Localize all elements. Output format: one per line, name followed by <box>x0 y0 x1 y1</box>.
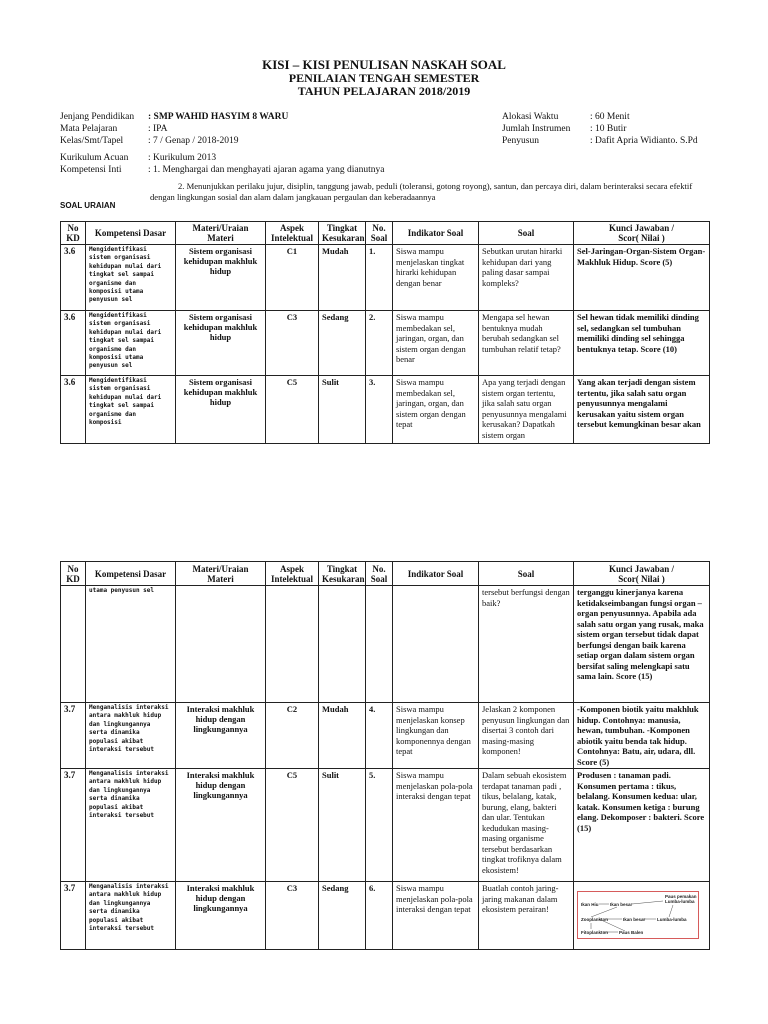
row-materi: Interaksi makhluk hidup dengan lingkungannya <box>176 769 266 882</box>
info-value-mapel: : IPA <box>148 124 168 134</box>
row-kd <box>61 586 86 703</box>
row-kompetensi: Menganalisis interaksi antara makhluk hidup dan lingkungannya serta dinamika populasi akibat interaksi tersebut <box>86 703 176 769</box>
food-web-diagram <box>577 891 699 939</box>
title-line-2: PENILAIAN TENGAH SEMESTER <box>288 71 480 85</box>
header-no-kd: No KD <box>61 562 86 586</box>
row-indikator: Siswa mampu menjelaskan tingkat hirarki kehidupan dengan benar <box>393 245 479 311</box>
row-kompetensi: Menganalisis interaksi antara makhluk hidup dan lingkungannya serta dinamika populasi akibat interaksi tersebut <box>86 769 176 882</box>
row-indikator: Siswa mampu membedakan sel, jaringan, organ, dan sistem organ dengan benar <box>393 311 479 376</box>
row-materi: Sistem organisasi kehidupan makhluk hidup <box>176 376 266 444</box>
table-row <box>61 769 710 882</box>
info-key-mapel: Mata Pelajaran <box>60 124 118 134</box>
header-tingkat: Tingkat Kesukaran <box>319 222 366 245</box>
info-key-ki: Kompetensi Inti <box>60 165 122 175</box>
header-no-soal: No. Soal <box>366 562 393 586</box>
title-line-1: KISI – KISI PENULISAN NASKAH SOAL <box>262 57 506 72</box>
table-row <box>61 311 710 376</box>
row-no-soal: 5. <box>366 769 393 882</box>
table-row <box>61 703 710 769</box>
header-no-soal: No. Soal <box>366 222 393 245</box>
header-no-kd: No KD <box>61 222 86 245</box>
header-aspek: Aspek Intelektual <box>266 222 319 245</box>
table-row <box>61 376 710 444</box>
row-aspek: C1 <box>266 245 319 311</box>
row-no-soal <box>366 586 393 703</box>
row-no-soal: 2. <box>366 311 393 376</box>
row-kunci: Sel-Jaringan-Organ-Sistem Organ-Makhluk Hidup. Score (5) <box>574 245 710 311</box>
food-web-zooplankton: Zooplankton <box>581 917 608 922</box>
table-soal-1 <box>60 221 710 444</box>
row-kd: 3.7 <box>61 703 86 769</box>
row-no-soal: 1. <box>366 245 393 311</box>
ki-item-1: : 1. Menghargai dan menghayati ajaran agama yang dianutnya <box>148 165 385 175</box>
table-row <box>61 586 710 703</box>
info-key-jenjang: Jenjang Pendidikan <box>60 112 135 122</box>
row-materi: Sistem organisasi kehidupan makhluk hidup <box>176 311 266 376</box>
food-web-ikan-hiu: Ikan Hiu <box>581 902 599 907</box>
row-tingkat <box>319 586 366 703</box>
header-aspek: Aspek Intelektual <box>266 562 319 586</box>
header-kompetensi: Kompetensi Dasar <box>86 562 176 586</box>
row-aspek: C5 <box>266 376 319 444</box>
row-indikator <box>393 586 479 703</box>
header-materi: Materi/Uraian Materi <box>176 562 266 586</box>
food-web-paus-balen: Paus Balen <box>619 930 644 935</box>
row-kunci: Produsen : tanaman padi. Konsumen pertama : tikus, belalang. Konsumen kedua: ular, katak. Konsumen ketiga : burung elang. Dekomposer : bakteri. Score (15) <box>574 769 710 882</box>
row-aspek: C2 <box>266 703 319 769</box>
row-kunci: Yang akan terjadi dengan sistem tertentu, jika salah satu organ penyusunnya mengalami kerusakan yaitu sistem organ tersebut kemungkinan besar akan <box>574 376 710 444</box>
title-line-3: TAHUN PELAJARAN 2018/2019 <box>297 84 471 98</box>
row-kunci: terganggu kinerjanya karena ketidakseimbangan fungsi organ – organ penyusunnya. Apabila ada salah satu organ yang rusak, maka sistem organ tersebut tidak dapat berfungsi dengan baik karena setiap organ dalam sistem organ bersifat saling melengkapi satu sama lain. Score (15) <box>574 586 710 703</box>
row-soal: Dalam sebuah ekosistem terdapat tanaman padi , tikus, belalang, katak, burung, elang, bakteri dan ular. Tentukan kedudukan masing-masing organisme tersebut berdasarkan tingkat trofiknya dalam ekosistem! <box>479 769 574 882</box>
row-kompetensi: Mengidentifikasi sistem organisasi kehidupan mulai dari tingkat sel sampai organisme dan komposisi utama penyusun sel <box>86 245 176 311</box>
row-soal: Mengapa sel hewan bentuknya mudah berubah sedangkan sel tumbuhan relatif tetap? <box>479 311 574 376</box>
row-soal: Sebutkan urutan hirarki kehidupan dari yang paling dasar sampai kompleks? <box>479 245 574 311</box>
info-value-jumlah: : 10 Butir <box>590 124 627 134</box>
header-kunci: Kunci Jawaban / Scor( Nilai ) <box>574 562 710 586</box>
row-indikator: Siswa mampu membedakan sel, jaringan, organ, dan sistem organ dengan tepat <box>393 376 479 444</box>
row-materi: Interaksi makhluk hidup dengan lingkungannya <box>176 882 266 950</box>
row-tingkat: Sulit <box>319 769 366 882</box>
header-indikator: Indikator Soal <box>393 562 479 586</box>
info-key-kurikulum: Kurikulum Acuan <box>60 153 129 163</box>
info-key-jumlah: Jumlah Instrumen <box>502 124 571 134</box>
row-tingkat: Mudah <box>319 703 366 769</box>
row-tingkat: Sedang <box>319 882 366 950</box>
row-aspek <box>266 586 319 703</box>
food-web-paus-pemakan: Paus pemakan <box>665 894 697 899</box>
row-aspek: C5 <box>266 769 319 882</box>
info-key-kelas: Kelas/Smt/Tapel <box>60 136 124 146</box>
row-kunci-diagram <box>574 882 710 950</box>
row-kd: 3.7 <box>61 882 86 950</box>
info-value-penyusun: : Dafit Apria Widianto. S.Pd <box>590 136 698 146</box>
row-kd: 3.6 <box>61 376 86 444</box>
document-title <box>0 58 768 98</box>
table-soal-2 <box>60 561 710 950</box>
info-left <box>60 111 384 176</box>
row-no-soal: 3. <box>366 376 393 444</box>
table-header-row <box>61 562 710 586</box>
row-kd: 3.6 <box>61 311 86 376</box>
header-soal: Soal <box>479 222 574 245</box>
row-kompetensi: utama penyusun sel <box>86 586 176 703</box>
row-soal: Buatlah contoh jaring-jaring makanan dalam ekosistem perairan! <box>479 882 574 950</box>
header-kunci: Kunci Jawaban / Scor( Nilai ) <box>574 222 710 245</box>
info-value-kelas: : 7 / Genap / 2018-2019 <box>148 136 239 146</box>
row-kunci: -Komponen biotik yaitu makhluk hidup. Contohnya: manusia, hewan, tumbuhan. -Komponen abiotik yaitu benda tak hidup. Contohnya: Batu, air, udara, dll. Score (5) <box>574 703 710 769</box>
info-key-penyusun: Penyusun <box>502 136 539 146</box>
row-soal: Apa yang terjadi dengan sistem organ tertentu, jika salah satu organ penyusunnya mengalami kerusakan? Dapatkah sistem organ <box>479 376 574 444</box>
info-key-alokasi: Alokasi Waktu <box>502 112 559 122</box>
food-web-fitoplankton: Fitoplankton <box>581 930 608 935</box>
header-soal: Soal <box>479 562 574 586</box>
row-tingkat: Mudah <box>319 245 366 311</box>
row-kunci: Sel hewan tidak memiliki dinding sel, sedangkan sel tumbuhan memiliki dinding sel sehingga bentuknya tetap. Score (10) <box>574 311 710 376</box>
row-kd: 3.7 <box>61 769 86 882</box>
row-materi: Sistem organisasi kehidupan makhluk hidup <box>176 245 266 311</box>
header-kompetensi: Kompetensi Dasar <box>86 222 176 245</box>
food-web-ikan-besar-2: Ikan besar <box>623 917 646 922</box>
food-web-lumba-label: Lumba-lumba <box>665 899 695 904</box>
table-header-row <box>61 222 710 245</box>
info-value-alokasi: : 60 Menit <box>590 112 630 122</box>
row-indikator: Siswa mampu menjelaskan konsep lingkungan dan komponennya dengan tepat <box>393 703 479 769</box>
row-indikator: Siswa mampu menjelaskan pola-pola interaksi dengan tepat <box>393 769 479 882</box>
row-tingkat: Sedang <box>319 311 366 376</box>
row-tingkat: Sulit <box>319 376 366 444</box>
row-indikator: Siswa mampu menjelaskan pola-pola interaksi dengan tepat <box>393 882 479 950</box>
section-label: SOAL URAIAN <box>60 201 116 210</box>
row-no-soal: 6. <box>366 882 393 950</box>
ki-item-2: 2. Menunjukkan perilaku jujur, disiplin, tanggung jawab, peduli (toleransi, gotong royong), santun, dan percaya diri, dalam berinteraksi secara efektif dengan lingkungan sosial dan alam dalam jangkauan pergaulan dan keberadaannya <box>150 181 693 202</box>
table-row <box>61 882 710 950</box>
row-soal: tersebut berfungsi dengan baik? <box>479 586 574 703</box>
row-materi <box>176 586 266 703</box>
food-web-ikan-besar: Ikan besar <box>610 902 633 907</box>
row-kompetensi: Mengidentifikasi sistem organisasi kehidupan mulai dari tingkat sel sampai organisme dan komposisi <box>86 376 176 444</box>
table-row <box>61 245 710 311</box>
row-no-soal: 4. <box>366 703 393 769</box>
header-materi: Materi/Uraian Materi <box>176 222 266 245</box>
info-value-kurikulum: : Kurikulum 2013 <box>148 153 217 163</box>
row-aspek: C3 <box>266 311 319 376</box>
row-aspek: C3 <box>266 882 319 950</box>
food-web-lumba-lumba: Lumba-lumba <box>657 917 687 922</box>
row-kompetensi: Mengidentifikasi sistem organisasi kehidupan mulai dari tingkat sel sampai organisme dan komposisi utama penyusun sel <box>86 311 176 376</box>
info-value-jenjang: : SMP WAHID HASYIM 8 WARU <box>148 112 289 122</box>
row-soal: Jelaskan 2 komponen penyusun lingkungan dan disertai 3 contoh dari masing-masing komponen! <box>479 703 574 769</box>
row-kd: 3.6 <box>61 245 86 311</box>
row-kompetensi: Menganalisis interaksi antara makhluk hidup dan lingkungannya serta dinamika populasi akibat interaksi tersebut <box>86 882 176 950</box>
header-indikator: Indikator Soal <box>393 222 479 245</box>
info-right <box>502 111 698 147</box>
header-tingkat: Tingkat Kesukaran <box>319 562 366 586</box>
row-materi: Interaksi makhluk hidup dengan lingkungannya <box>176 703 266 769</box>
